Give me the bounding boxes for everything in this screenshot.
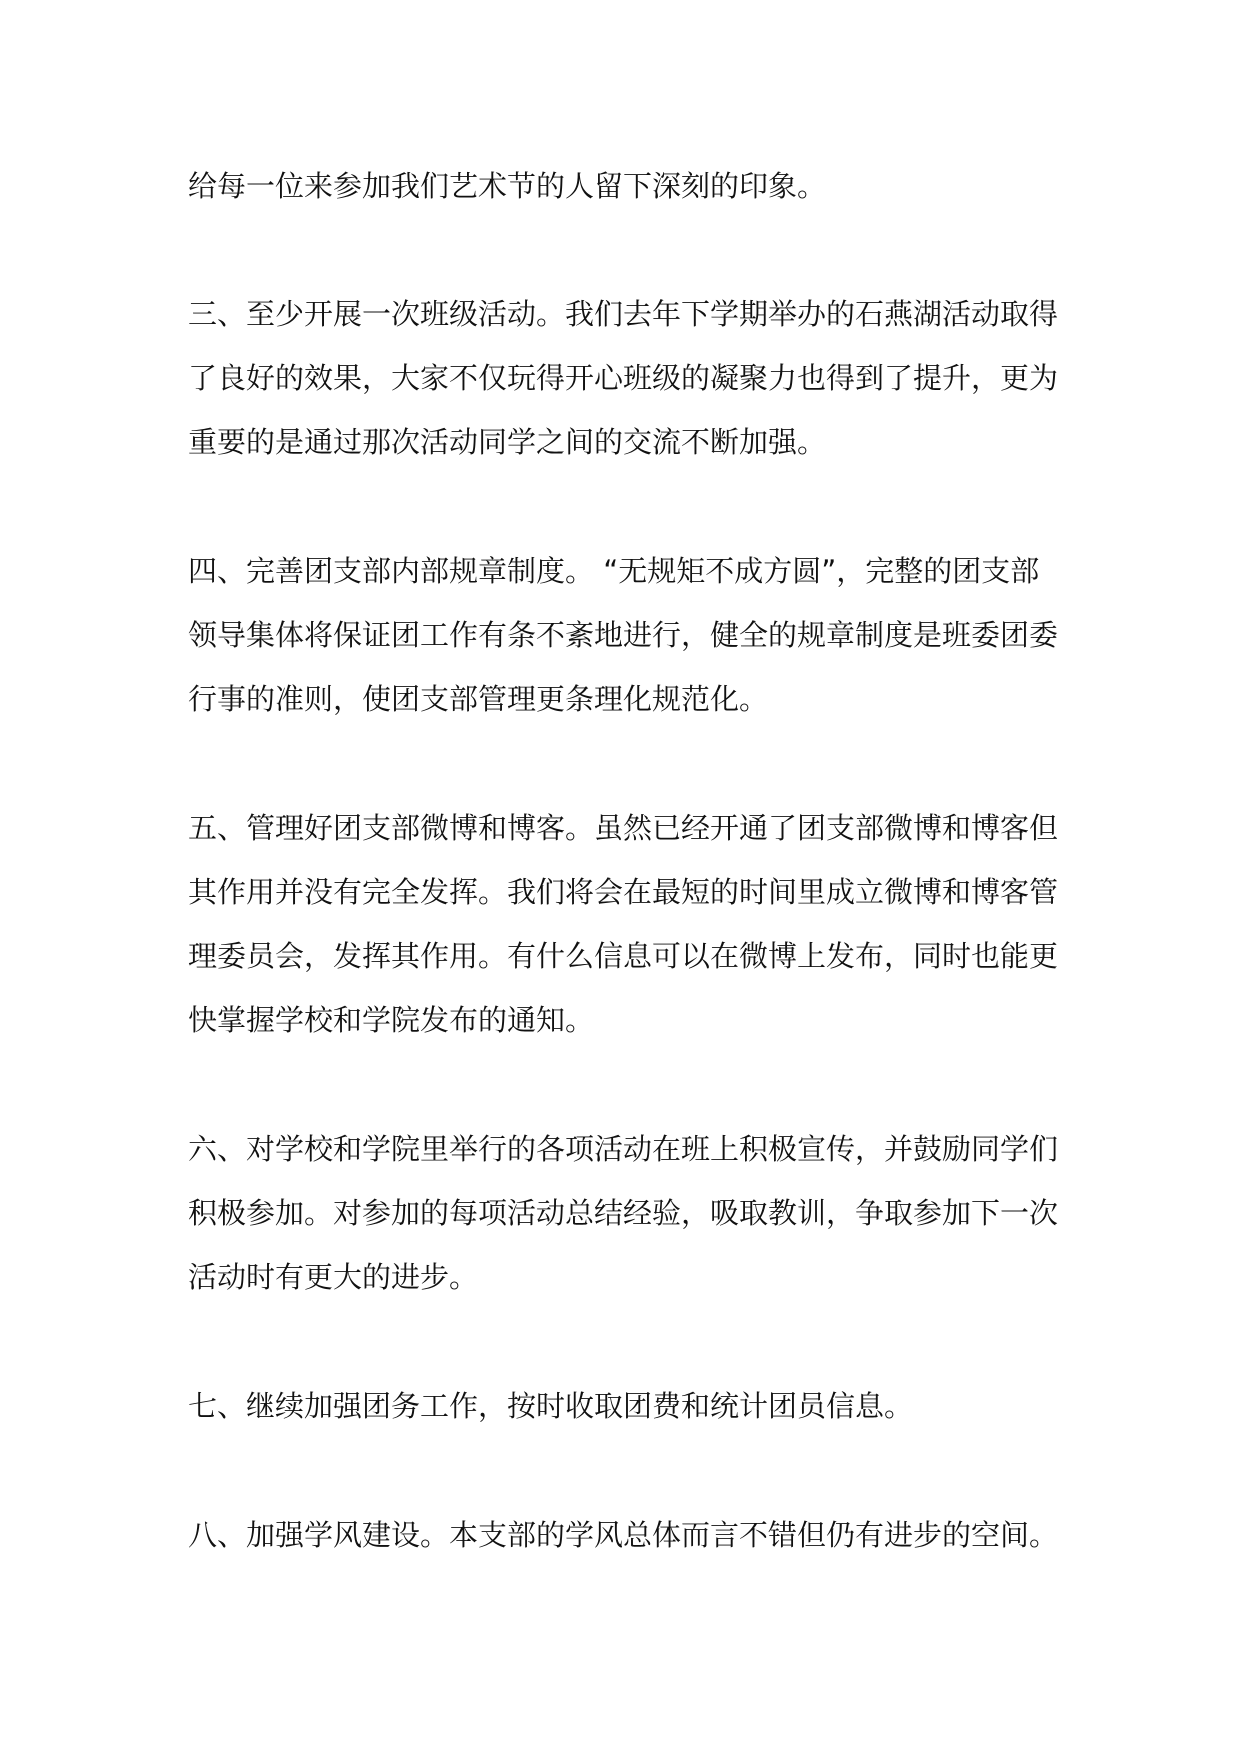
text-line: 四、完善团支部内部规章制度。 “无规矩不成方圆”，完整的团支部 xyxy=(188,554,1040,588)
text-line: 五、管理好团支部微博和博客。虽然已经开通了团支部微博和博客但 xyxy=(188,811,1059,845)
text-line: 领导集体将保证团工作有条不紊地进行，健全的规章制度是班委团委 xyxy=(188,618,1059,652)
text-line: 积极参加。对参加的每项活动总结经验，吸取教训，争取参加下一次 xyxy=(188,1196,1059,1230)
text-line: 活动时有更大的进步。 xyxy=(188,1260,479,1294)
text-line: 三、至少开展一次班级活动。我们去年下学期举办的石燕湖活动取得 xyxy=(188,297,1059,331)
text-line: 七、继续加强团务工作，按时收取团费和统计团员信息。 xyxy=(188,1389,914,1423)
text-line: 六、对学校和学院里举行的各项活动在班上积极宣传，并鼓励同学们 xyxy=(188,1132,1059,1166)
text-line: 理委员会，发挥其作用。有什么信息可以在微博上发布，同时也能更 xyxy=(188,939,1059,973)
text-line: 给每一位来参加我们艺术节的人留下深刻的印象。 xyxy=(188,169,827,203)
text-line: 快掌握学校和学院发布的通知。 xyxy=(188,1003,595,1037)
text-line: 重要的是通过那次活动同学之间的交流不断加强。 xyxy=(188,425,827,459)
text-line: 了良好的效果，大家不仅玩得开心班级的凝聚力也得到了提升，更为 xyxy=(188,361,1059,395)
text-line: 八、加强学风建设。本支部的学风总体而言不错但仍有进步的空间。 xyxy=(188,1518,1059,1552)
text-line: 其作用并没有完全发挥。我们将会在最短的时间里成立微博和博客管 xyxy=(188,875,1059,909)
text-line: 行事的准则，使团支部管理更条理化规范化。 xyxy=(188,682,769,716)
